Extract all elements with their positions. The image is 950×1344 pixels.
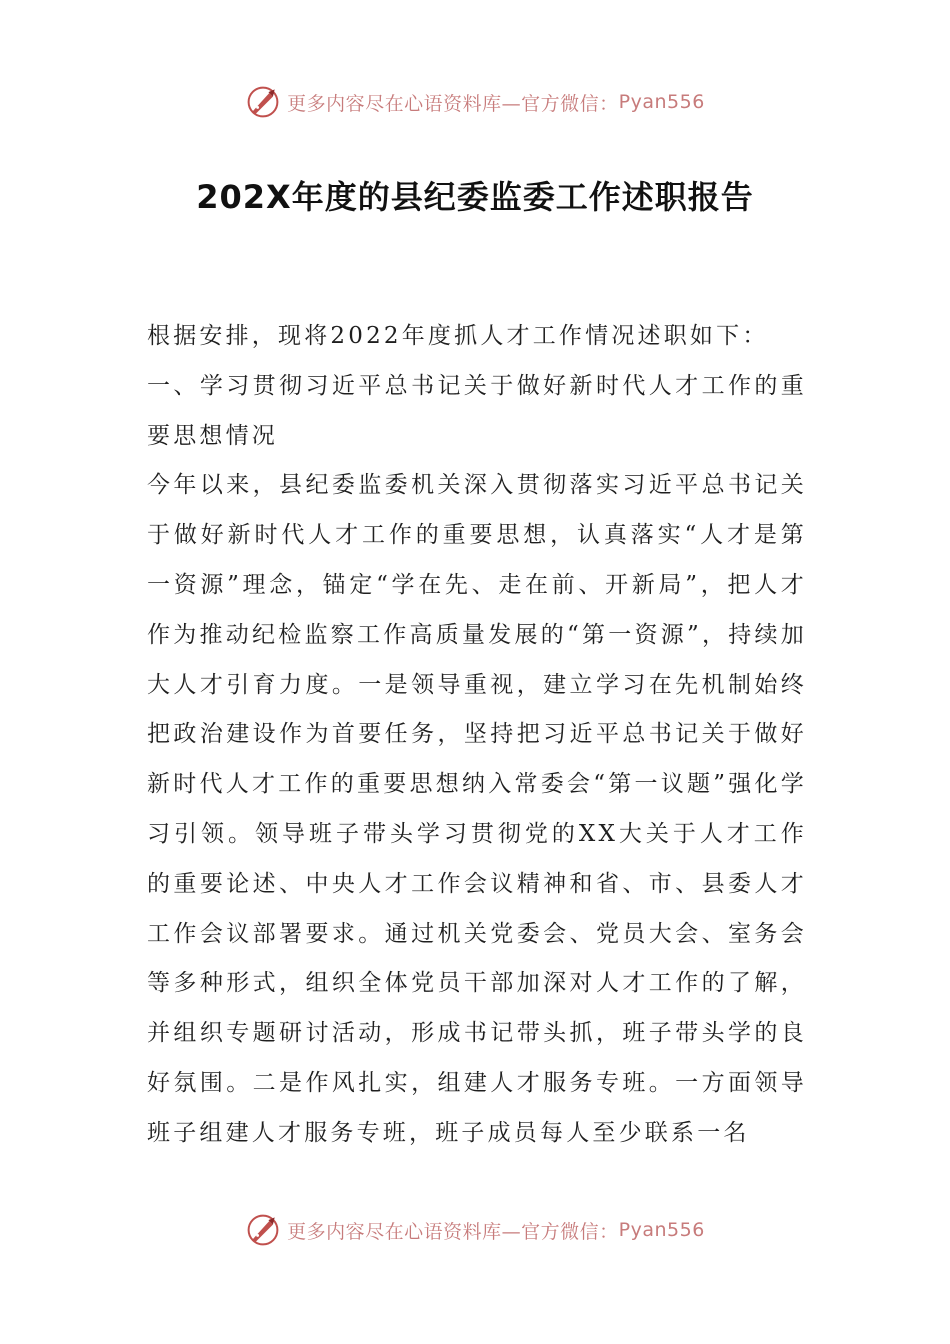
- section-heading: 一、学习贯彻习近平总书记关于做好新时代人才工作的重要思想情况: [147, 372, 807, 449]
- header-watermark-banner: [0, 82, 950, 122]
- wechat-id: Pyan556: [618, 1219, 705, 1241]
- pen-nib-circle-icon: [245, 84, 281, 120]
- pen-nib-circle-icon: [245, 1212, 281, 1248]
- wechat-id: Pyan556: [618, 91, 705, 113]
- footer-watermark-banner: [0, 1210, 950, 1250]
- intro-paragraph: 根据安排，现将2022年度抓人才工作情况述职如下：: [147, 323, 769, 349]
- watermark-text: 更多内容尽在心语资料库—官方微信：: [287, 1220, 619, 1243]
- body-paragraph: 今年以来，县纪委监委机关深入贯彻落实习近平总书记关于做好新时代人才工作的重要思想，认真落实“人才是第一资源”理念，锚定“学在先、走在前、开新局”，把人才作为推动纪检监察工作高质量发展的“第一资源”，持续加大人才引育力度。一是领导重视，建立学习在先机制始终把政治建设作为首要任务，坚持把习近平总书记关于做好新时代人才工作的重要思想纳入常委会“第一议题”强化学习引领。领导班子带头学习贯彻党的XX大关于人才工作的重要论述、中央人才工作会议精神和省、市、县委人才工作会议部署要求。通过机关党委会、党员大会、室务会等多种形式，组织全体党员干部加深对人才工作的了解，并组织专题研讨活动，形成书记带头抓，班子带头学的良好氛围。二是作风扎实，组建人才服务专班。一方面领导班子组建人才服务专班，班子成员每人至少联系一名: [147, 472, 807, 1146]
- document-title: 202X年度的县纪委监委工作述职报告: [196, 178, 754, 216]
- document-body: [147, 312, 807, 1159]
- watermark-text: 更多内容尽在心语资料库—官方微信：: [287, 92, 619, 115]
